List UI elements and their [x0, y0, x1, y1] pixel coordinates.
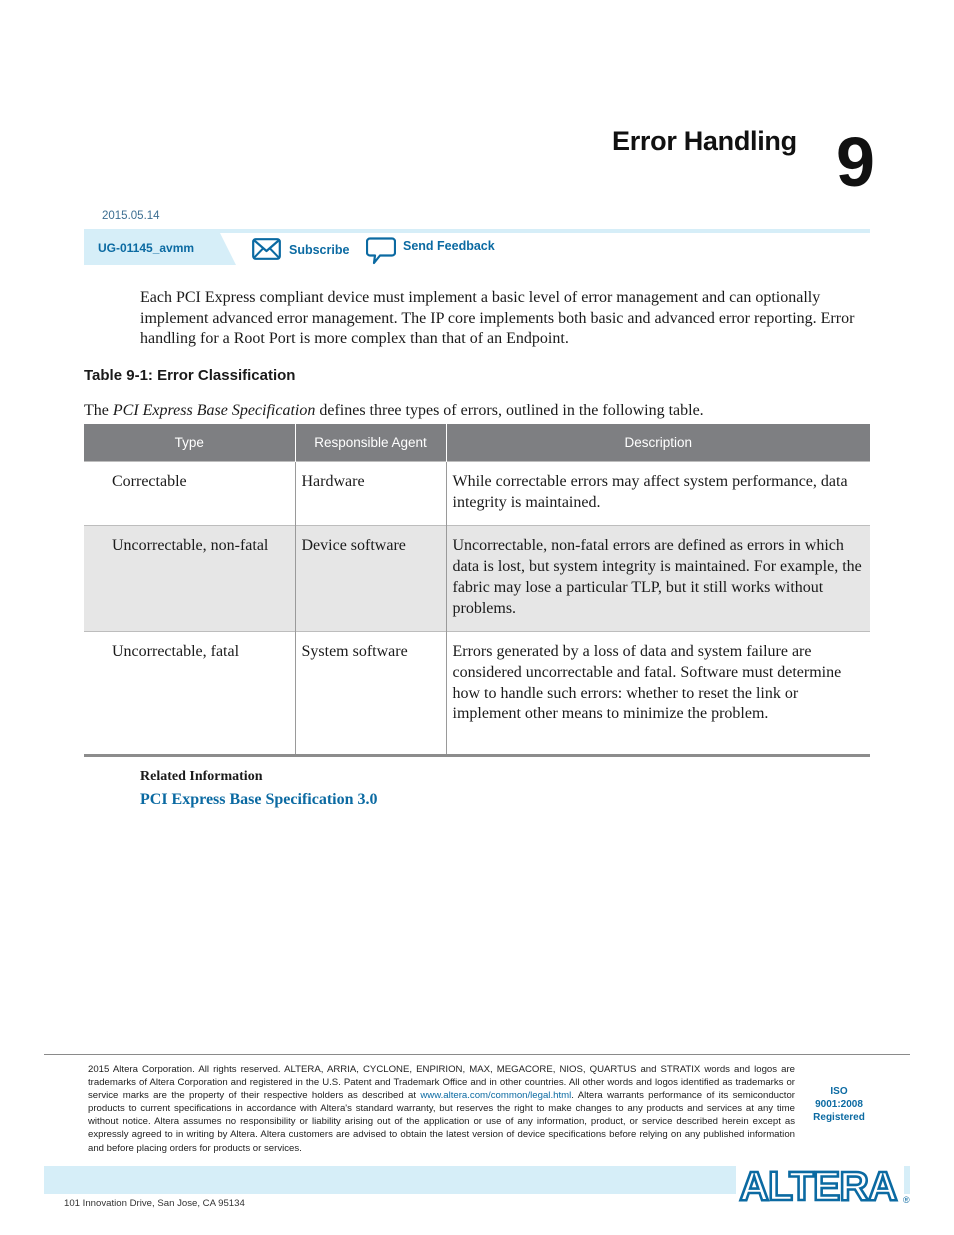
- pci-spec-link[interactable]: PCI Express Base Specification 3.0: [140, 791, 378, 808]
- legal-notice: [88, 1063, 795, 1155]
- legal-text: 2015 Altera Corporation. All rights reserved. ALTERA, ARRIA, CYCLONE, ENPIRION, MAX, MEGACORE, NIOS, QUARTUS and STRATIX words and logos are trademarks of Altera Corporation and registered in the U.S. Patent and Trademark Office and in other countries. All other words and logos identified as trademarks or service marks are the property of their respective holders as described at: [88, 1064, 795, 1102]
- table-row: [84, 462, 870, 526]
- altera-logo: [736, 1164, 912, 1206]
- intro-paragraph: Each PCI Express compliant device must implement a basic level of error management and can optionally implement advanced error management. The IP core implements both basic and advanced error reporting. Error handling for a Root Port is more complex than that of an Endpoint.: [140, 289, 855, 348]
- table-intro: [84, 401, 874, 422]
- speech-bubble-icon[interactable]: [366, 237, 396, 265]
- agent-cell: System software: [295, 632, 446, 756]
- type-cell: Uncorrectable, fatal: [84, 632, 295, 756]
- document-date: 2015.05.14: [102, 210, 160, 222]
- iso-line: ISO: [830, 1086, 848, 1097]
- svg-text:ALTERA: ALTERA: [739, 1164, 897, 1206]
- type-cell: Correctable: [84, 462, 295, 526]
- header-band: [84, 229, 870, 233]
- subscribe-link[interactable]: Subscribe: [289, 243, 350, 257]
- document-id: UG-01145_avmm: [98, 241, 195, 255]
- envelope-icon[interactable]: [252, 238, 281, 260]
- table-row: [84, 632, 870, 756]
- spec-title: PCI Express Base Specification: [112, 402, 316, 419]
- agent-cell: Hardware: [295, 462, 446, 526]
- iso-badge: [806, 1085, 872, 1124]
- iso-line: 9001:2008: [815, 1099, 863, 1110]
- related-information-heading: Related Information: [140, 769, 263, 784]
- table-intro-text: The: [84, 402, 113, 419]
- column-header-description: Description: [446, 424, 870, 462]
- iso-line: Registered: [813, 1112, 865, 1123]
- column-header-type: Type: [84, 424, 295, 462]
- column-header-agent: Responsible Agent: [295, 424, 446, 462]
- company-address: 101 Innovation Drive, San Jose, CA 95134: [64, 1198, 245, 1209]
- table-header-row: [84, 424, 870, 462]
- table-intro-text: defines three types of errors, outlined in the following table.: [315, 402, 704, 419]
- agent-cell: Device software: [295, 526, 446, 632]
- chapter-title: Error Handling: [612, 126, 797, 156]
- legal-text: . Altera warrants performance of its semiconductor products to current specifications in accordance with Altera's standard warranty, but reserves the right to make changes to any products and services at any time without notice. Altera assumes no responsibility or liability arising out of the application or use of any information, product, or service described herein except as expressly agreed to in writing by Altera. Altera customers are advised to obtain the latest version of device specifications before relying on any published information and before placing orders for products or services.: [88, 1090, 795, 1154]
- type-cell: Uncorrectable, non-fatal: [84, 526, 295, 632]
- send-feedback-link[interactable]: Send Feedback: [403, 239, 495, 253]
- table-caption: Table 9-1: Error Classification: [84, 367, 296, 384]
- description-cell: Uncorrectable, non-fatal errors are defined as errors in which data is lost, but system integrity is maintained. For example, the fabric may lose a particular TLP, but it still works without problems.: [446, 526, 870, 632]
- legal-link[interactable]: www.altera.com/common/legal.html: [420, 1090, 572, 1102]
- footer-divider: [44, 1054, 910, 1055]
- chapter-number: 9: [836, 123, 875, 201]
- description-cell: While correctable errors may affect system performance, data integrity is maintained.: [446, 462, 870, 526]
- error-classification-table: [84, 424, 870, 757]
- description-cell: Errors generated by a loss of data and system failure are considered uncorrectable and fatal. Software must determine how to handle such errors: whether to reset the link or implement other means to minimize the problem.: [446, 632, 870, 756]
- table-row: [84, 526, 870, 632]
- svg-text:®: ®: [903, 1195, 910, 1205]
